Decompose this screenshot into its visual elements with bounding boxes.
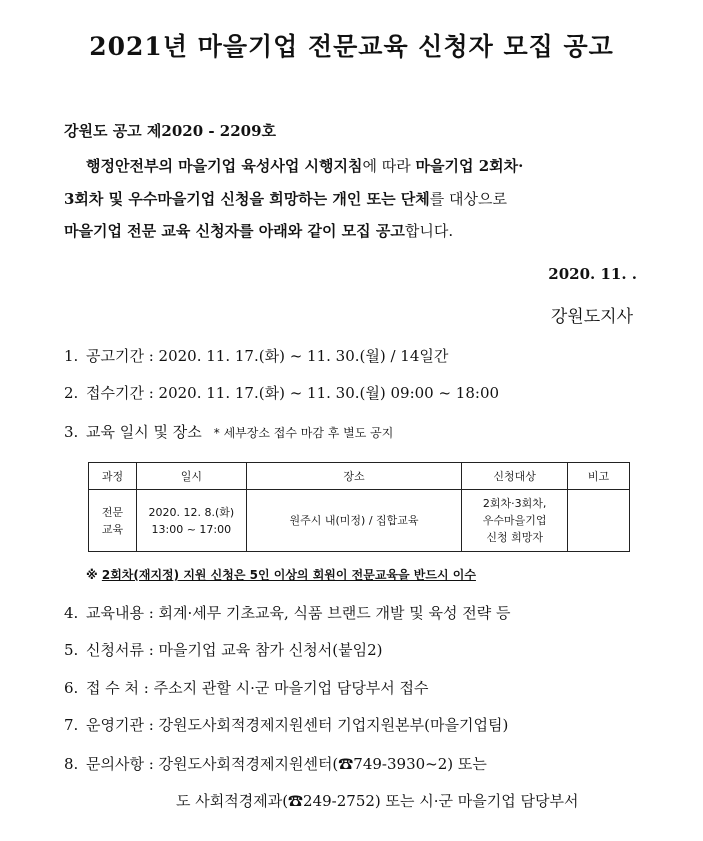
intro-line-2 xyxy=(64,189,507,209)
list-item xyxy=(64,602,511,623)
intro-bold-text: 3회차 및 우수마을기업 신청을 희망하는 개인 또는 단체 xyxy=(64,190,430,208)
table-header-row xyxy=(89,463,630,490)
item-number: 5. xyxy=(64,641,79,659)
document-title: 2021년 마을기업 전문교육 신청자 모집 공고 xyxy=(89,32,614,61)
list-item xyxy=(64,421,393,442)
intro-text: 에 따라 xyxy=(362,157,416,175)
table-header-cell: 비고 xyxy=(568,463,630,490)
course-cell xyxy=(89,490,137,552)
item-text: 운영기관 : 강원도사회적경제지원센터 기업지원본부(마을기업팀) xyxy=(86,716,509,734)
target-cell xyxy=(462,490,568,552)
list-item xyxy=(64,677,429,698)
item-text: 공고기간 : 2020. 11. 17.(화) ~ 11. 30.(월) / 14일간 xyxy=(86,347,449,365)
course-line: 교육 xyxy=(101,522,124,536)
item-note: * 세부장소 접수 마감 후 별도 공지 xyxy=(213,426,394,440)
item-text: 접 수 처 : 주소지 관할 시·군 마을기업 담당부서 접수 xyxy=(86,679,429,697)
table-header-cell: 신청대상 xyxy=(462,463,568,490)
item-number: 4. xyxy=(64,604,79,622)
note-mark: ※ xyxy=(86,568,98,582)
datetime-line: 2020. 12. 8.(화) xyxy=(148,505,235,519)
item-text: 접수기간 : 2020. 11. 17.(화) ~ 11. 30.(월) 09:00 ~ 18:00 xyxy=(86,384,500,402)
list-item xyxy=(64,382,499,403)
intro-bold-text: 행정안전부의 마을기업 육성사업 시행지침 xyxy=(86,157,363,175)
remarks-cell xyxy=(568,490,630,552)
course-line: 전문 xyxy=(101,505,124,519)
item-number: 6. xyxy=(64,679,79,697)
table-header-cell: 일시 xyxy=(136,463,246,490)
table-header-cell: 장소 xyxy=(246,463,462,490)
item-text: 신청서류 : 마을기업 교육 참가 신청서(붙임2) xyxy=(86,641,383,659)
table-header-cell: 과정 xyxy=(89,463,137,490)
datetime-line: 13:00 ~ 17:00 xyxy=(151,522,232,536)
list-item xyxy=(64,345,448,366)
intro-line-3 xyxy=(64,221,453,241)
note-text: 2회차(재지정) 지원 신청은 5인 이상의 회원이 전문교육을 반드시 이수 xyxy=(101,568,476,582)
list-item xyxy=(64,714,508,735)
notice-number: 강원도 공고 제2020 - 2209호 xyxy=(64,122,277,140)
place-cell: 원주시 내(미정) / 집합교육 xyxy=(246,490,462,552)
requirement-note xyxy=(86,566,476,583)
item-text: 교육내용 : 회계·세무 기초교육, 식품 브랜드 개발 및 육성 전략 등 xyxy=(86,604,511,622)
item-text: 문의사항 : 강원도사회적경제지원센터(☎749-3930~2) 또는 xyxy=(86,755,487,773)
item-text: 교육 일시 및 장소 xyxy=(86,423,202,441)
target-line: 신청 희망자 xyxy=(486,531,543,544)
item-number: 8. xyxy=(64,755,79,773)
item-number: 3. xyxy=(64,423,79,441)
target-line: 우수마을기업 xyxy=(482,514,547,527)
issuing-organization: 강원도지사 xyxy=(550,307,633,327)
intro-text: 합니다. xyxy=(404,222,454,240)
datetime-cell xyxy=(136,490,246,552)
intro-bold-text: 마을기업 2회차· xyxy=(415,157,524,175)
intro-bold-text: 마을기업 전문 교육 신청자를 아래와 같이 모집 공고 xyxy=(64,222,405,240)
contact-line: 도 사회적경제과(☎249-2752) 또는 시·군 마을기업 담당부서 xyxy=(176,792,579,810)
item-number: 2. xyxy=(64,384,79,402)
item-number: 7. xyxy=(64,716,79,734)
list-item xyxy=(64,639,382,660)
notice-date: 2020. 11. . xyxy=(548,265,637,283)
table-row xyxy=(89,490,630,552)
list-item xyxy=(64,753,487,774)
item-number: 1. xyxy=(64,347,79,365)
education-schedule-table xyxy=(88,462,630,552)
target-line: 2회차·3회차, xyxy=(482,497,547,510)
intro-text: 를 대상으로 xyxy=(429,190,507,208)
intro-line-1 xyxy=(86,156,523,176)
